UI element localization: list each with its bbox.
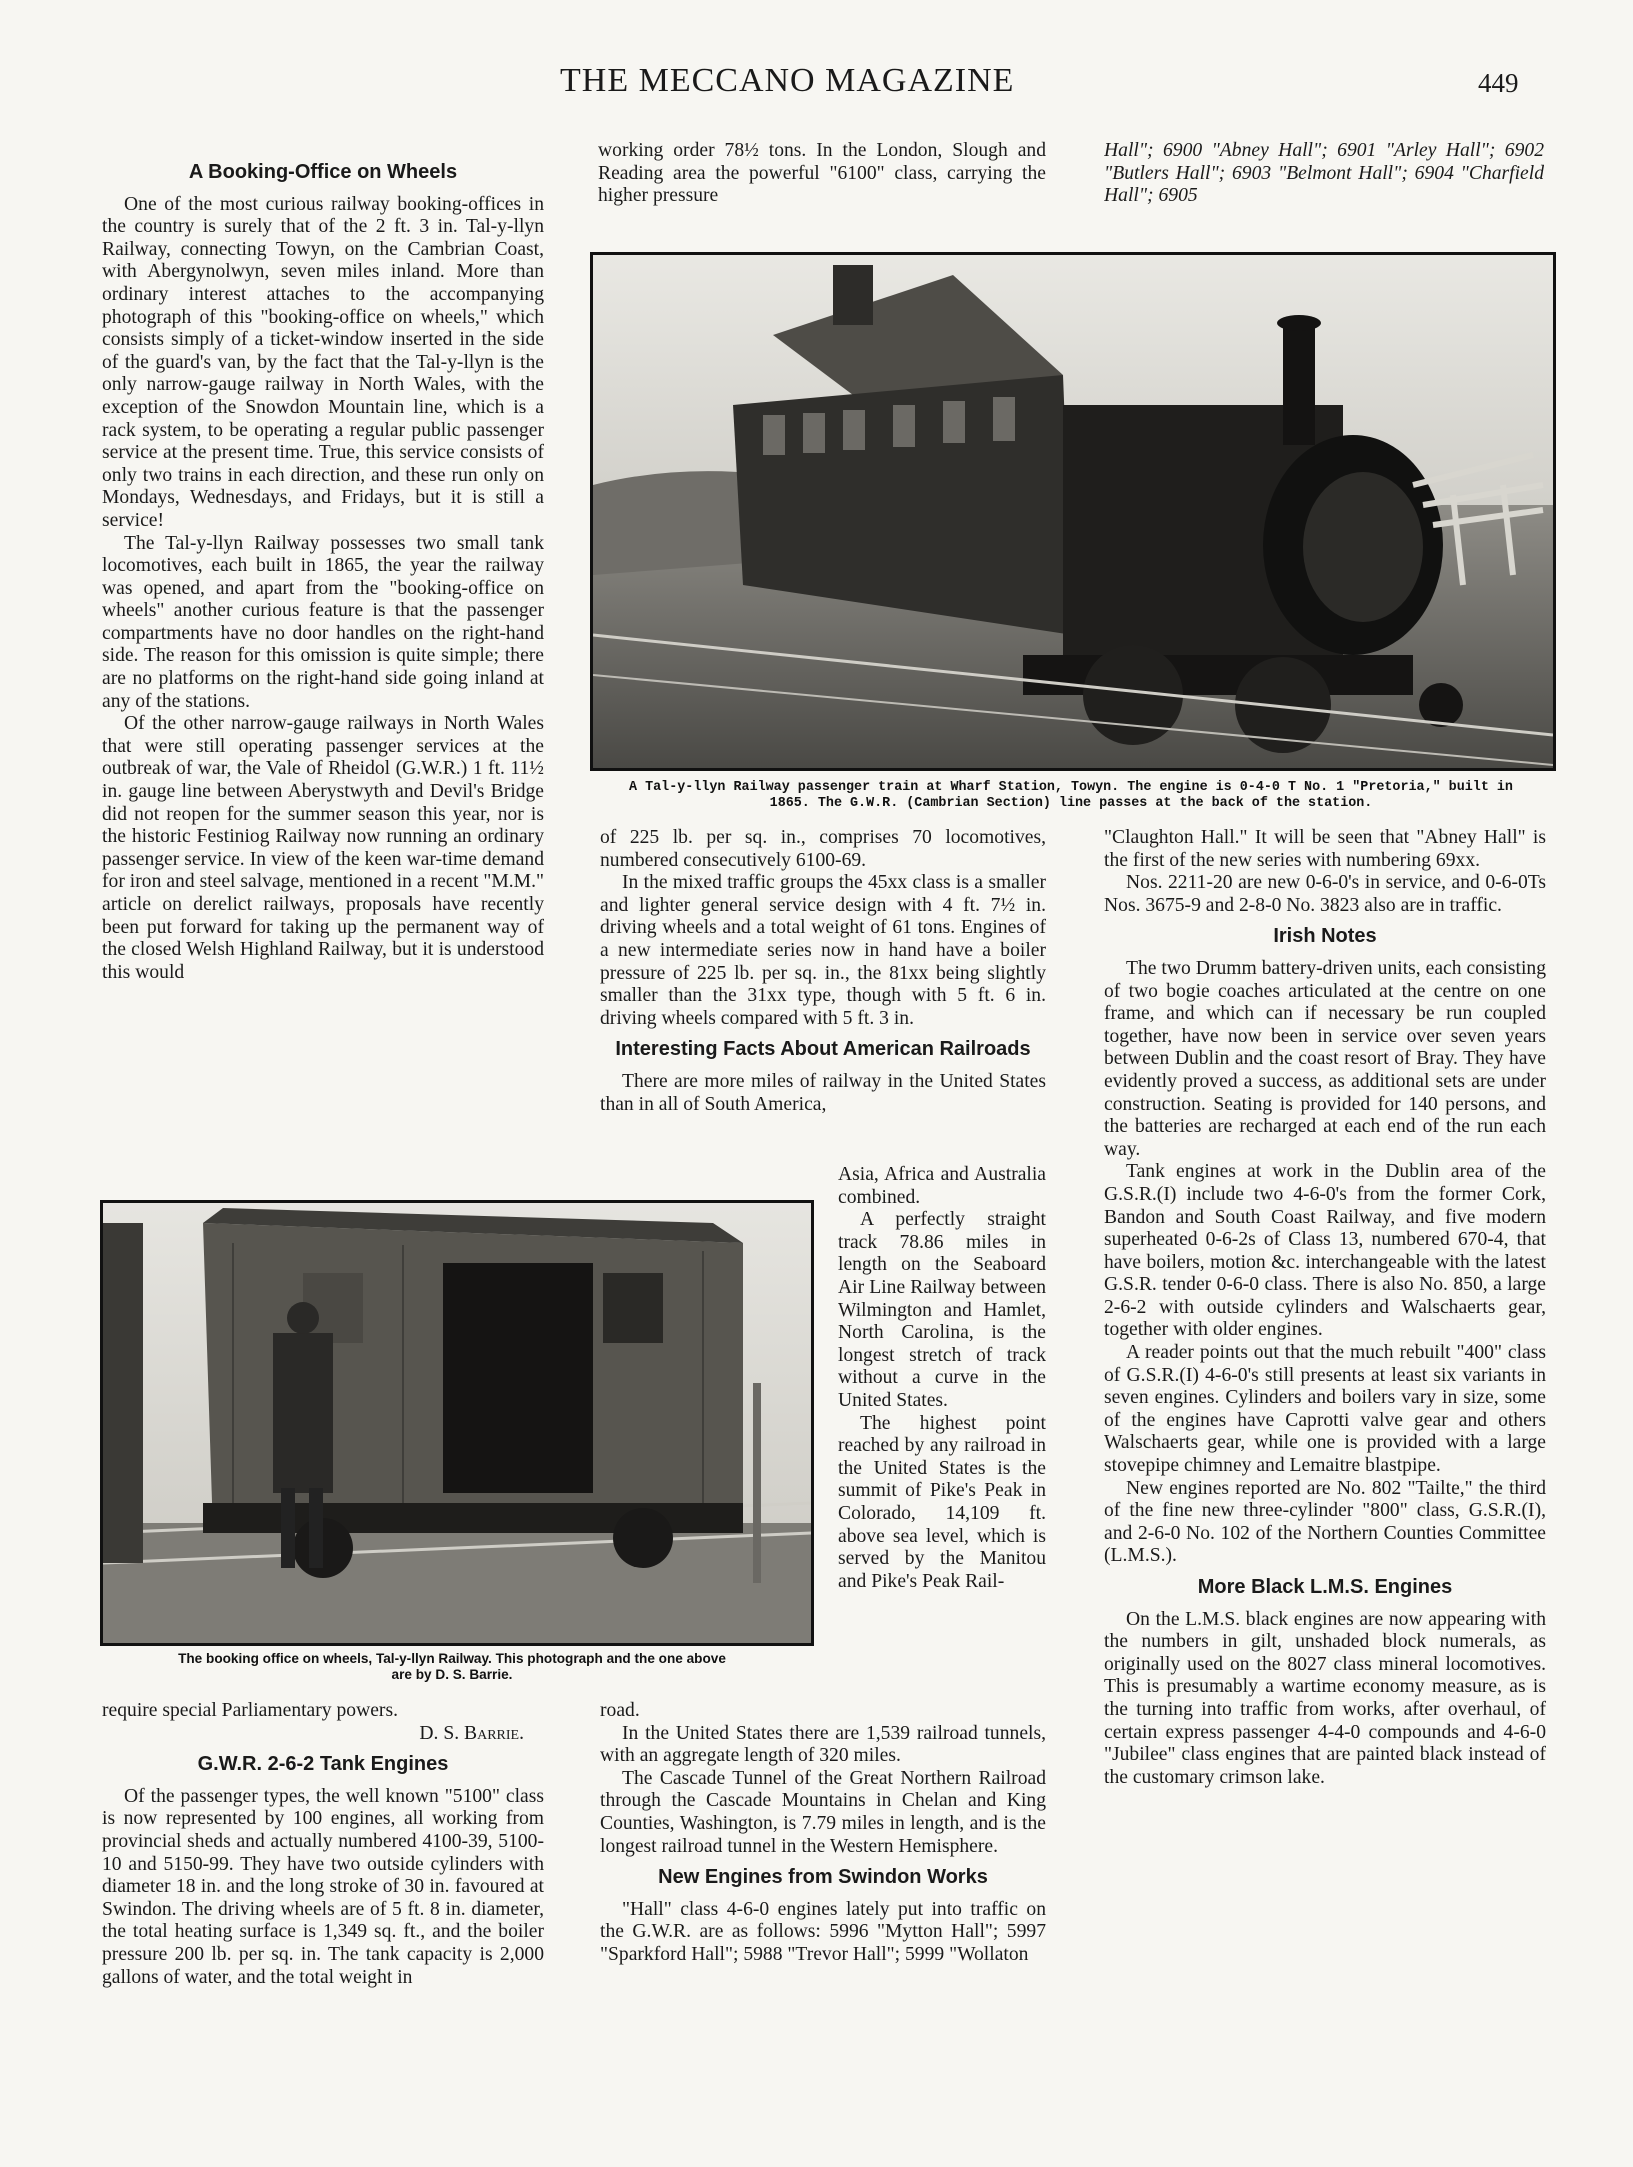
right-column-top — [1104, 140, 1544, 212]
paragraph: of 225 lb. per sq. in., comprises 70 locomotives, numbered consecutively 6100-69. — [600, 827, 1046, 871]
paragraph: On the L.M.S. black engines are now appearing with the numbers in gilt, unshaded block numerals, as originally used on the 8027 class mineral locomotives. This is presumably a wartime economy measure, as is the turning into traffic from works, after overhaul, of certain express passenger 4-4-0 compounds and 4-6-0 "Jubilee" class engines that are painted black instead of the customary crimson lake. — [1104, 1608, 1546, 1788]
paragraph: New engines reported are No. 802 "Tailte," the third of the fine new three-cylinder "800" class, G.S.R.(I), and 2-6-0 No. 102 of the Northern Counties Committee (L.M.S.). — [1104, 1477, 1546, 1567]
right-column — [1104, 827, 1546, 2082]
article-heading: Interesting Facts About American Railroads — [615, 1038, 1031, 1061]
caption-line: 1865. The G.W.R. (Cambrian Section) line passes at the back of the station. — [769, 796, 1373, 811]
middle-column-narrow — [838, 1164, 1046, 1710]
left-column-lower — [102, 1700, 544, 2080]
article-heading: More Black L.M.S. Engines — [1197, 1576, 1453, 1598]
paragraph: "Claughton Hall." It will be seen that "Abney Hall" is the first of the new series with numbering 69xx. — [1104, 827, 1546, 871]
paragraph: The two Drumm battery-driven units, each consisting of two bogie coaches articulated at the centre on one frame, and which can if necessary be run coupled together, have now been in service over seven years between Dublin and the coast resort of Bray. They have evidently proved a success, as additional sets are under construction. Seating is provided for 140 persons, and the batteries are recharged at each end of the run each way. — [1104, 957, 1546, 1160]
magazine-title: THE MECCANO MAGAZINE — [560, 62, 1015, 99]
article-heading: Irish Notes — [1273, 925, 1377, 948]
article-heading: G.W.R. 2-6-2 Tank Engines — [197, 1753, 449, 1776]
paragraph: There are more miles of railway in the United States than in all of South America, — [600, 1070, 1046, 1115]
train-photo-image — [593, 255, 1553, 768]
caption-line: A Tal-y-llyn Railway passenger train at Wharf Station, Towyn. The engine is 0-4-0 T No. 1 "Pretoria," built in — [629, 780, 1513, 795]
paragraph: working order 78½ tons. In the London, Slough and Reading area the powerful "6100" class, carrying the higher pressure — [598, 140, 1046, 207]
paragraph: Of the passenger types, the well known "5100" class is now represented by 100 engines, all working from provincial sheds and actually numbered 4100-39, 5100-10 and 5150-99. They have two outside cylinders with diameter 18 in. and the long stroke of 30 in. favoured at Swindon. The driving wheels are of 5 ft. 8 in. diameter, the total heating surface is 1,349 sq. ft., and the boiler pressure 200 lb. per sq. in. The tank capacity is 2,000 gallons of water, and the total weight in — [102, 1785, 544, 1988]
article-heading: New Engines from Swindon Works — [658, 1866, 988, 1889]
train-photo-caption — [586, 780, 1556, 812]
train-photo — [590, 252, 1556, 771]
page-number: 449 — [1478, 68, 1519, 98]
caption-line: are by D. S. Barrie. — [391, 1667, 513, 1682]
paragraph: A reader points out that the much rebuilt "400" class of G.S.R.(I) 4-6-0's still presents at least six variants in seven engines. Cylinders and boilers vary in size, some of the engines have Caprotti valve gear and others Walschaerts gear, while one is provided with a large stovepipe chimney and Lemaitre blastpipe. — [1104, 1342, 1546, 1477]
paragraph: require special Parliamentary powers. — [102, 1700, 398, 1721]
paragraph: The Tal-y-llyn Railway possesses two small tank locomotives, each built in 1865, the year the railway was opened, and apart from the "booking-office on wheels" another curious feature is that the passenger compartments have no door handles on the right-hand side. The reason for this omission is quite simple; there are no platforms on the right-hand side going inland at any of the stations. — [102, 532, 544, 712]
booking-van-photo-caption — [92, 1651, 812, 1683]
middle-column-top — [598, 140, 1046, 212]
article-heading: A Booking-Office on Wheels — [188, 161, 458, 183]
booking-van-photo-image — [103, 1203, 811, 1643]
paragraph: The Cascade Tunnel of the Great Northern Railroad through the Cascade Mountains in Chelan and King Counties, Washington, is 7.79 miles in length, and is the longest railroad tunnel in the Western Hemisphere. — [600, 1767, 1046, 1857]
left-column — [102, 153, 544, 1159]
paragraph: Nos. 2211-20 are new 0-6-0's in service, and 0-6-0Ts Nos. 3675-9 and 2-8-0 No. 3823 also are in traffic. — [1104, 872, 1546, 916]
paragraph: In the mixed traffic groups the 45xx class is a smaller and lighter general service design with 4 ft. 7½ in. driving wheels and a total weight of 61 tons. Engines of a new intermediate series now in hand have a boiler pressure of 225 lb. per sq. in., the 81xx being slightly smaller than the 31xx type, though with 5 ft. 6 in. driving wheels compared with 5 ft. 3 in. — [600, 872, 1046, 1029]
middle-column — [600, 827, 1046, 1187]
paragraph: road. — [600, 1700, 640, 1721]
author-signature: D. S. Barrie. — [419, 1722, 524, 1744]
paragraph: Of the other narrow-gauge railways in North Wales that were still operating passenger services at the outbreak of war, the Vale of Rheidol (G.W.R.) 1 ft. 11½ in. gauge line between Aberystwyth and Devil's Bridge did not reopen for the summer season this year, nor is the historic Festiniog Railway now running an ordinary passenger service. In view of the keen war-time demand for iron and steel salvage, mentioned in a recent "M.M." article on derelict railways, proposals have recently been put forward for taking up the permanent way of the closed Welsh Highland Railway, but it is understood this would — [102, 713, 544, 983]
paragraph: The highest point reached by any railroad in the United States is the summit of Pike's Peak in Colorado, 14,109 ft. above sea level, which is served by the Manitou and Pike's Peak Rail- — [838, 1412, 1046, 1592]
paragraph: In the United States there are 1,539 railroad tunnels, with an aggregate length of 320 miles. — [600, 1722, 1046, 1767]
caption-line: The booking office on wheels, Tal-y-llyn Railway. This photograph and the one above — [178, 1651, 726, 1666]
paragraph: Asia, Africa and Australia combined. — [838, 1164, 1046, 1208]
paragraph: One of the most curious railway booking-offices in the country is surely that of the 2 ft. 3 in. Tal-y-llyn Railway, connecting Towyn, on the Cambrian Coast, with Abergynolwyn, seven miles inland. More than ordinary interest attaches to the accompanying photograph of this "booking-office on wheels," which consists simply of a ticket-window inserted in the side of the guard's van, by the fact that the Tal-y-llyn is the only narrow-gauge railway in North Wales, with the exception of the Snowdon Mountain line, which is a rack system, to be operating a regular public passenger service at the present time. True, this service consists of only two trains in each direction, and these run only on Mondays, Wednesdays, and Fridays, but it is still a service! — [102, 193, 544, 531]
page-header — [0, 62, 1633, 112]
paragraph: Hall"; 6900 "Abney Hall"; 6901 "Arley Hall"; 6902 "Butlers Hall"; 6903 "Belmont Hall"; 6904 "Charfield Hall"; 6905 — [1104, 140, 1544, 207]
middle-column-lower — [600, 1700, 1046, 2080]
booking-van-photo — [100, 1200, 814, 1646]
paragraph: A perfectly straight track 78.86 miles in length on the Seaboard Air Line Railway between Wilmington and Hamlet, North Carolina, is the longest stretch of track without a curve in the United States. — [838, 1209, 1046, 1411]
paragraph: "Hall" class 4-6-0 engines lately put into traffic on the G.W.R. are as follows: 5996 "Mytton Hall"; 5997 "Sparkford Hall"; 5988 "Trevor Hall"; 5999 "Wollaton — [600, 1898, 1046, 1965]
paragraph: Tank engines at work in the Dublin area of the G.S.R.(I) include two 4-6-0's from the former Cork, Bandon and South Coast Railway, and five modern superheated 0-6-2s of Class 13, numbered 670-4, that have boilers, motion &c. interchangeable with the latest G.S.R. tender 0-6-0 class. There is also No. 850, a large 2-6-2 with outside cylinders and Walschaerts gear, together with older engines. — [1104, 1161, 1546, 1341]
